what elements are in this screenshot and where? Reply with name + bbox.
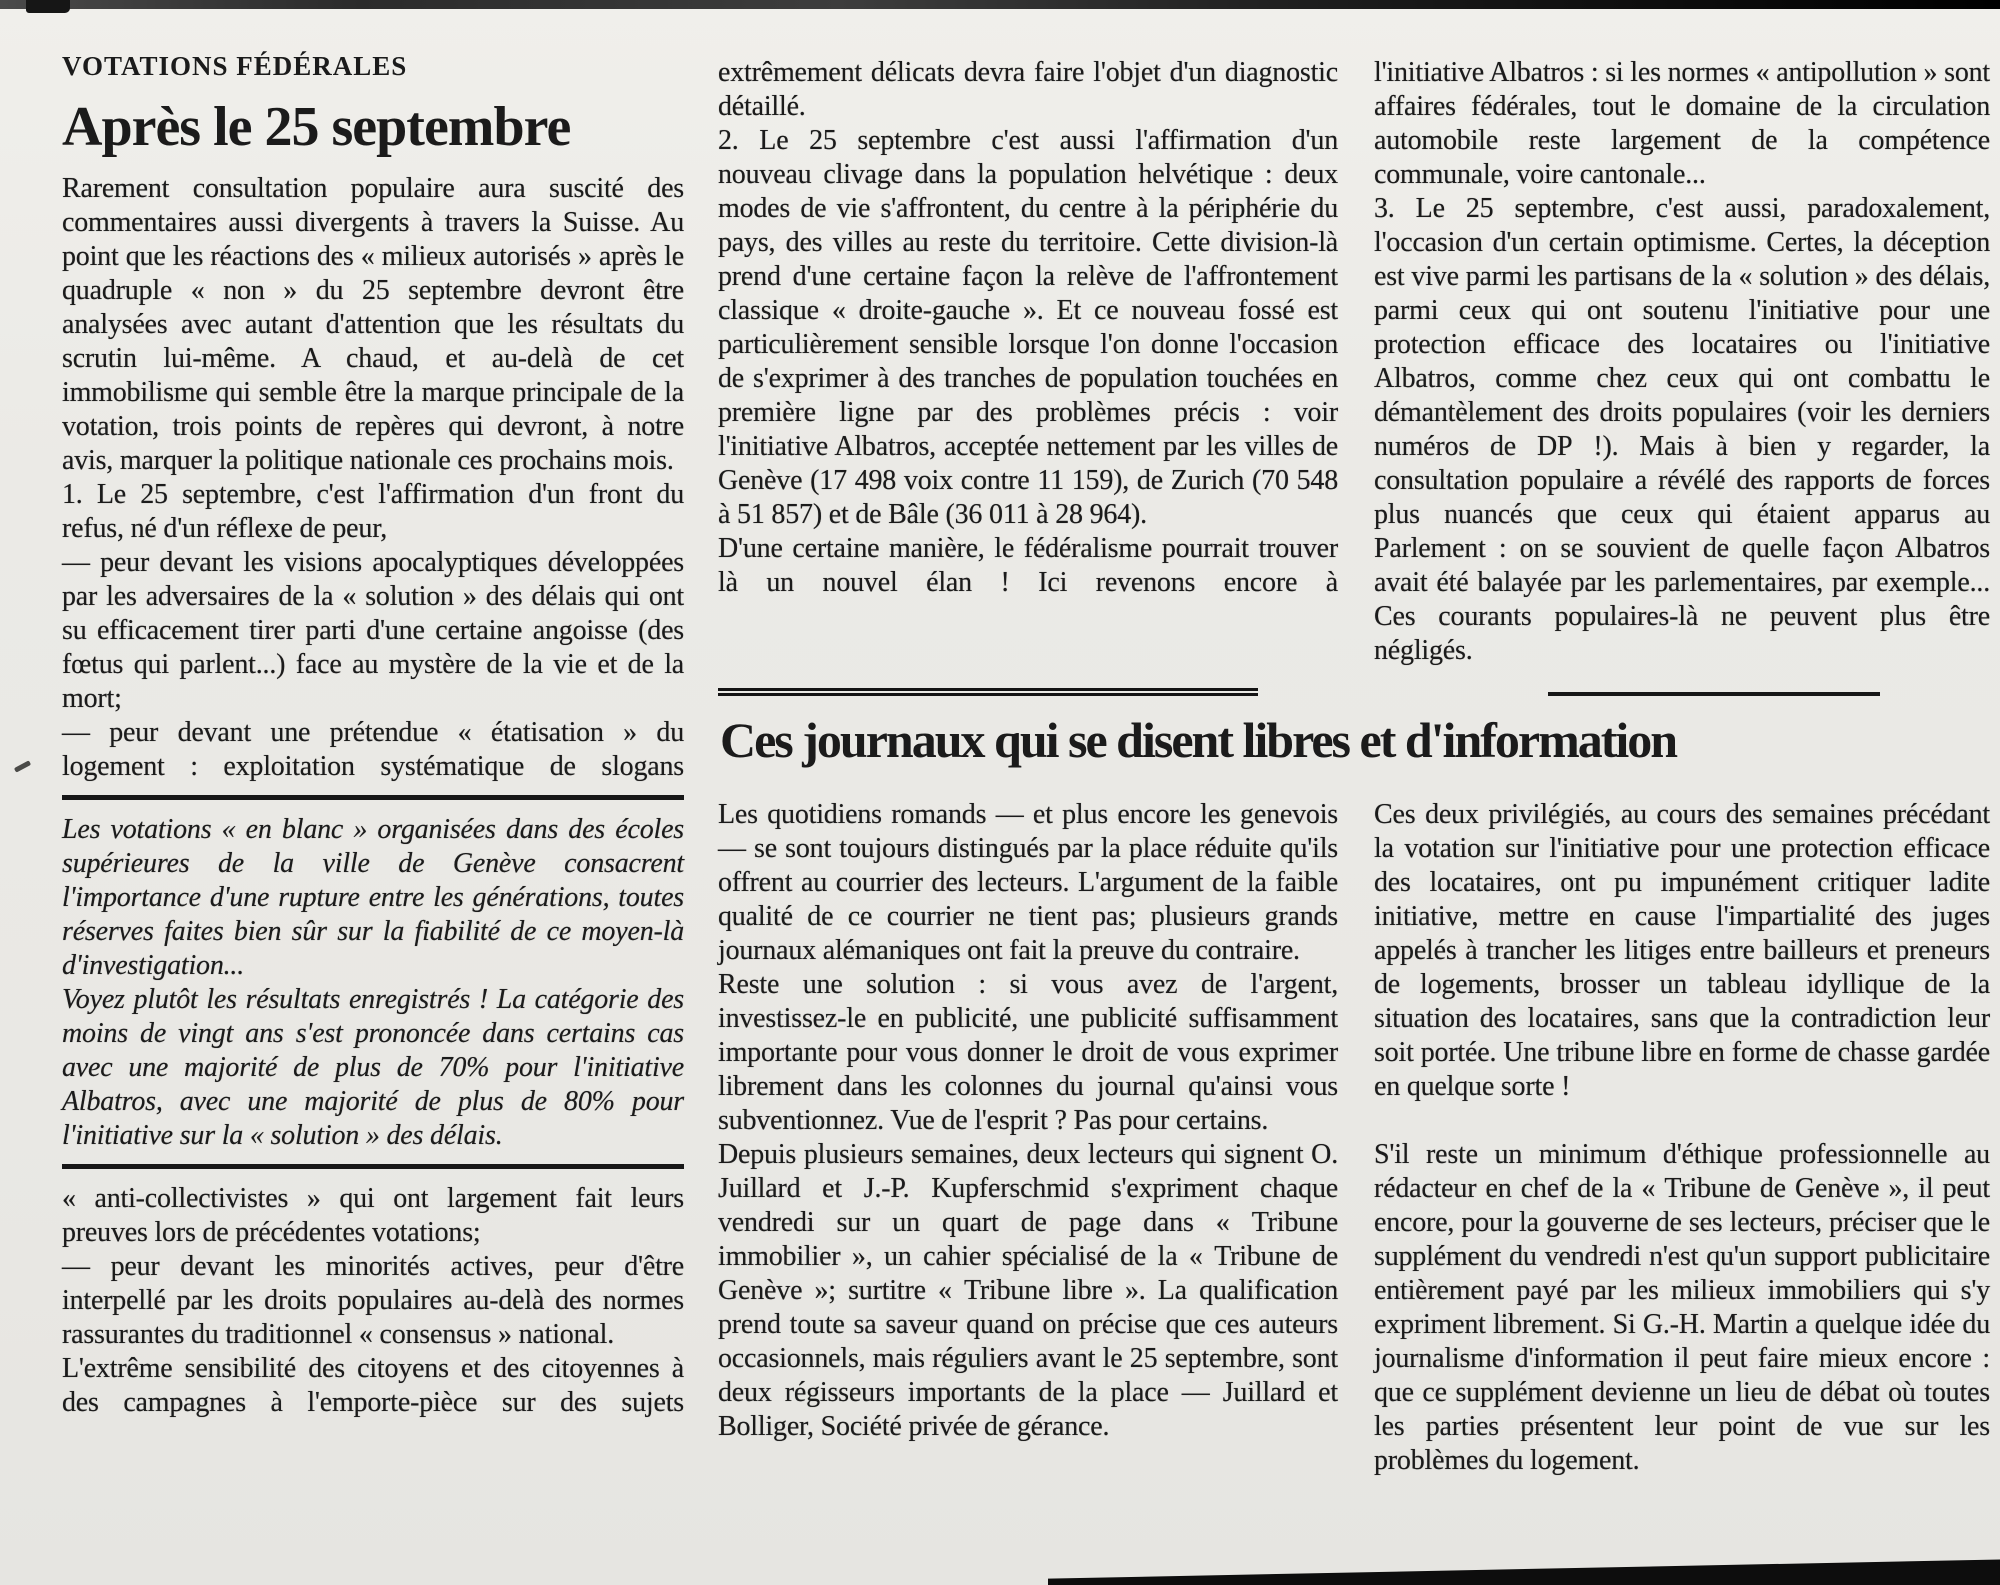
body-paragraph: 3. Le 25 septembre, c'est aussi, paradoxalement, l'occasion d'un certain optimisme. Certes, la déception est vive parmi les partisans de la « solution » des délais, parmi ceux qui ont soutenu l'initiative pour une protection efficace des locataires ou l'initiative Albatros, comme chez ceux qui ont combattu le démantèlement des droits populaires (voir les derniers numéros de DP !). Mais à bien y regarder, la consultation populaire a révélé des rapports de forces plus nuancés que ceux qui étaient apparus au Parlement : on se souvient de quelle façon Albatros avait été balayée par les parlementaires, par exemple... Ces courants populaires-là ne peuvent plus être négligés. bbox=[1374, 193, 1990, 666]
scan-artifact-left-mark bbox=[14, 760, 31, 772]
body-paragraph: « anti-collectivistes » qui ont largement fait leurs preuves lors de précédentes votations; bbox=[62, 1183, 684, 1248]
article2-right-part2 bbox=[1374, 1138, 1990, 1478]
scan-edge-top bbox=[0, 0, 2000, 9]
divider-rule bbox=[62, 1164, 684, 1169]
article1-column-3 bbox=[1374, 56, 1990, 668]
article2-column-right bbox=[1374, 798, 1990, 1478]
article1-col1-body-after bbox=[62, 1182, 684, 1420]
body-paragraph: 1. Le 25 septembre, c'est l'affirmation d'un front du refus, né d'un réflexe de peur, bbox=[62, 479, 684, 544]
body-paragraph: extrêmement délicats devra faire l'objet d'un diagnostic détaillé. bbox=[718, 57, 1338, 122]
body-paragraph: Les votations « en blanc » organisées dans des écoles supérieures de la ville de Genève consacrent l'importance d'une rupture entre les générations, toutes réserves faites bien sûr sur la fiabilité de ce moyen-là d'investigation... bbox=[62, 814, 684, 981]
body-paragraph: Rarement consultation populaire aura suscité des commentaires aussi divergents à travers la Suisse. Au point que les réactions des « milieux autorisés » après le quadruple « non » du 25 septembre devront être analysées avec autant d'attention que les résultats du scrutin lui-même. A chaud, et au-delà de cet immobilisme qui semble être la marque principale de la votation, trois points de repères qui devront, à notre avis, marquer la politique nationale ces prochains mois. bbox=[62, 173, 684, 476]
article1-end-rule-col3 bbox=[1548, 692, 1880, 696]
body-paragraph: L'extrême sensibilité des citoyens et des citoyennes à des campagnes à l'emporte-pièce sur des sujets bbox=[62, 1353, 684, 1418]
body-paragraph: Depuis plusieurs semaines, deux lecteurs qui signent O. Juillard et J.-P. Kupferschmid s'expriment chaque vendredi sur un quart de page dans « Tribune immobilier », un cahier spécialisé de la « Tribune de Genève »; surtitre « Tribune libre ». La qualification prend toute sa saveur quand on précise que ces auteurs occasionnels, mais réguliers avant le 25 septembre, sont deux régisseurs importants de la place — Juillard et Bolliger, Société privée de gérance. bbox=[718, 1139, 1338, 1442]
body-paragraph: Ces deux privilégiés, au cours des semaines précédant la votation sur l'initiative pour une protection efficace des locataires, ont pu impunément critiquer ladite initiative, mettre en cause l'impartialité des juges appelés à trancher les litiges entre bailleurs et preneurs de logements, brosser un tableau idyllique de la situation des locataires, sans que la contradiction leur soit portée. Une tribune libre en forme de chasse gardée en quelque sorte ! bbox=[1374, 799, 1990, 1102]
body-paragraph: Voyez plutôt les résultats enregistrés ! La catégorie des moins de vingt ans s'est prononcée dans certains cas avec une majorité de plus de 70% pour l'initiative Albatros, avec une majorité de plus de 80% pour l'initiative sur la « solution » des délais. bbox=[62, 984, 684, 1151]
body-paragraph: S'il reste un minimum d'éthique professionnelle au rédacteur en chef de la « Tribune de Genève », il peut encore, pour la gouverne de ses lecteurs, préciser que le supplément du vendredi n'est qu'un support publicitaire entièrement payé par les milieux immobiliers qui s'y expriment librement. Si G.-H. Martin a quelque idée du journalisme d'information il peut faire mieux encore : que ce supplément devienne un lieu de débat où toutes les parties présentent leur point de vue sur les problèmes du logement. bbox=[1374, 1139, 1990, 1476]
body-paragraph: — peur devant les minorités actives, peur d'être interpellé par les droits populaires au-delà des normes rassurantes du traditionnel « consensus » national. bbox=[62, 1251, 684, 1350]
article1-end-rule-col2 bbox=[718, 688, 1258, 696]
body-paragraph: Reste une solution : si vous avez de l'argent, investissez-le en publicité, une publicité suffisamment importante pour vous donner le droit de vous exprimer librement dans les colonnes du journal qu'ainsi vous subventionnez. Vue de l'esprit ? Pas pour certains. bbox=[718, 969, 1338, 1136]
article1-column-2 bbox=[718, 56, 1338, 600]
body-paragraph: D'une certaine manière, le fédéralisme pourrait trouver là un nouvel élan ! Ici revenons encore à bbox=[718, 533, 1338, 598]
body-paragraph: 2. Le 25 septembre c'est aussi l'affirmation d'un nouveau clivage dans la population helvétique : deux modes de vie s'affrontent, du centre à la périphérie du pays, des villes au reste du territoire. Cette division-là prend d'une certaine façon la relève de l'affrontement classique « droite-gauche ». Et ce nouveau fossé est particulièrement sensible lorsque l'on donne l'occasion de s'exprimer à des tranches de population touchées en première ligne par des problèmes précis : voir l'initiative Albatros, acceptée nettement par les villes de Genève (17 498 voix contre 11 159), de Zurich (70 548 à 51 857) et de Bâle (36 011 à 28 964). bbox=[718, 125, 1338, 530]
article1-headline: Après le 25 septembre bbox=[62, 96, 571, 158]
article1-kicker: VOTATIONS FÉDÉRALES bbox=[62, 51, 408, 81]
article2-right-part1 bbox=[1374, 798, 1990, 1104]
italic-inset bbox=[62, 813, 684, 1153]
scan-artifact-bottom-edge bbox=[1048, 1556, 2000, 1585]
divider-rule bbox=[62, 795, 684, 800]
body-paragraph: — peur devant une prétendue « étatisation » du logement : exploitation systématique de slogans bbox=[62, 717, 684, 782]
body-paragraph: — peur devant les visions apocalyptiques développées par les adversaires de la « solution » des délais qui ont su efficacement tirer parti d'une certaine angoisse (des fœtus qui parlent...) face au mystère de la vie et de la mort; bbox=[62, 547, 684, 714]
article2-column-left bbox=[718, 798, 1338, 1444]
article2-headline: Ces journaux qui se disent libres et d'information bbox=[720, 712, 1677, 768]
body-paragraph: Les quotidiens romands — et plus encore les genevois — se sont toujours distingués par la place réduite qu'ils offrent au courrier des lecteurs. L'argument de la faible qualité de ce courrier ne tient pas; plusieurs grands journaux alémaniques ont fait la preuve du contraire. bbox=[718, 799, 1338, 966]
scan-artifact-corner bbox=[26, 0, 70, 13]
article1-col1-body bbox=[62, 172, 684, 784]
article1-column-1 bbox=[62, 50, 684, 1420]
body-paragraph: l'initiative Albatros : si les normes « antipollution » sont affaires fédérales, tout le domaine de la circulation automobile reste largement de la compétence communale, voire cantonale... bbox=[1374, 57, 1991, 190]
